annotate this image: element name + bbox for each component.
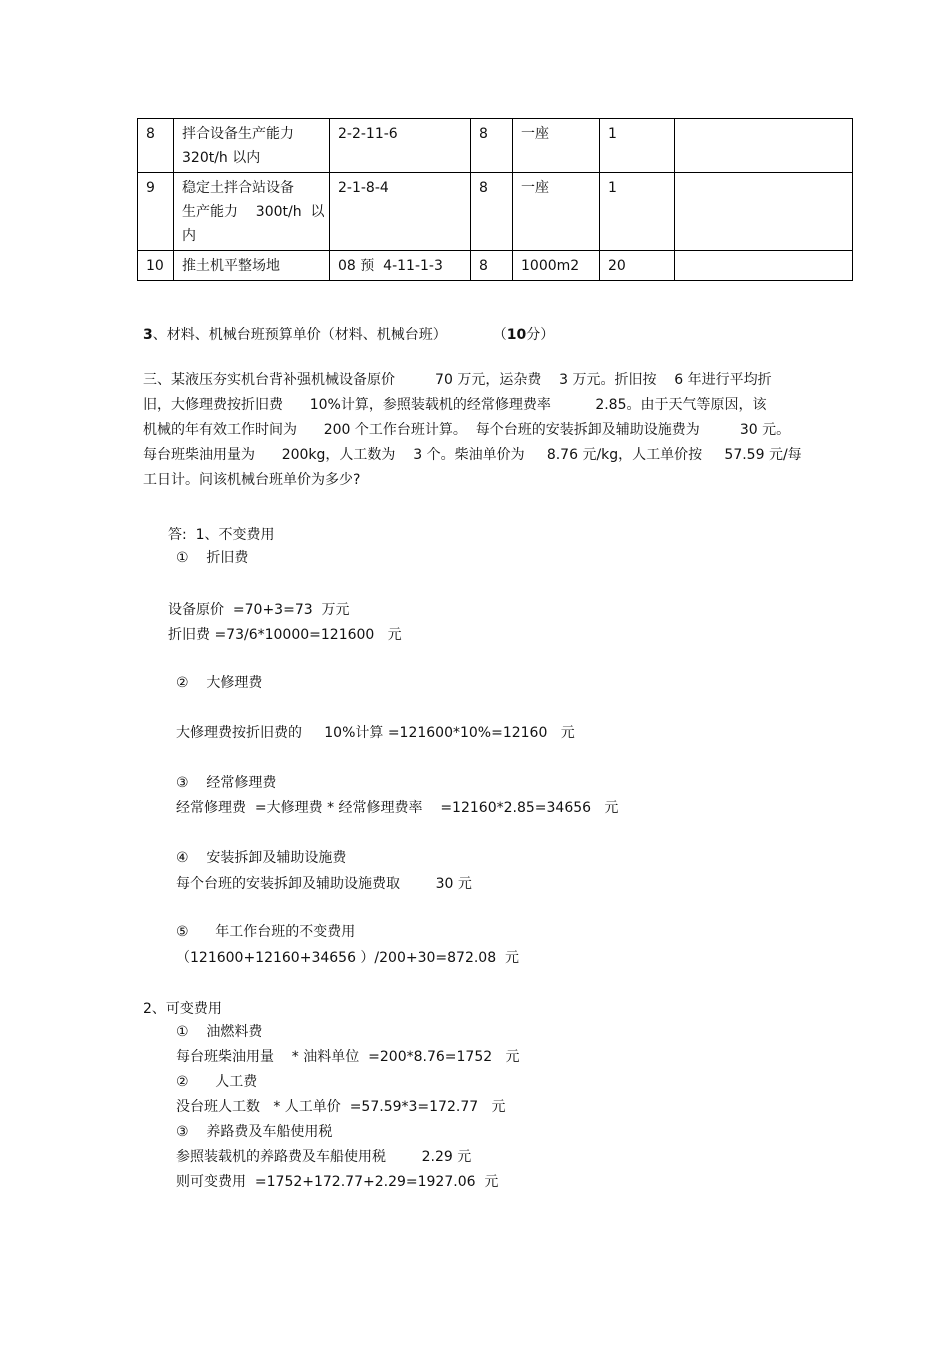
section-heading <box>143 324 554 344</box>
question-line: 机械的年有效工作时间为 200 个工作台班计算。 每个台班的安装拆卸及辅助设施费为 30 元。 <box>143 422 791 438</box>
fuel-heading: ① 油燃料费 <box>176 1024 263 1040</box>
quantity: 8 <box>471 251 513 281</box>
unit: 一座 <box>513 173 600 251</box>
item-name-line: 生产能力 300t/h 以 <box>182 204 325 220</box>
item-name-line: 拌合设备生产能力 <box>182 126 294 142</box>
amount: 20 <box>600 251 675 281</box>
item-name <box>174 251 330 281</box>
install-heading: ④ 安装拆卸及辅助设施费 <box>176 850 347 866</box>
road-tax-line: 参照装载机的养路费及车船使用税 2.29 元 <box>176 1149 472 1165</box>
score-value: 10 <box>506 327 527 343</box>
question-line: 三、某液压夯实机台背补强机械设备原价 70 万元，运杂费 3 万元。折旧按 6 年进行平均折 <box>143 372 772 388</box>
note <box>675 119 853 173</box>
amount: 1 <box>600 173 675 251</box>
road-tax-heading: ③ 养路费及车船使用税 <box>176 1124 333 1140</box>
quantity: 8 <box>471 119 513 173</box>
section-title: 、材料、机械台班预算单价（材料、机械台班） <box>152 327 447 343</box>
row-number: 8 <box>138 119 174 173</box>
equipment-price-line: 设备原价 =70+3=73 万元 <box>168 602 350 618</box>
overhaul-line: 大修理费按折旧费的 10%计算 =121600*10%=12160 元 <box>176 725 575 741</box>
question-line: 工日计。问该机械台班单价为多少? <box>143 472 361 488</box>
item-name <box>174 119 330 173</box>
amount: 1 <box>600 119 675 173</box>
quota-code: 08 预 4-11-1-3 <box>330 251 471 281</box>
score-open: （ <box>492 327 507 343</box>
depreciation-line: 折旧费 =73/6*10000=121600 元 <box>168 627 402 643</box>
depreciation-heading: ① 折旧费 <box>176 550 249 566</box>
question-line: 旧，大修理费按折旧费 10%计算，参照装载机的经常修理费率 2.85。由于天气等原因，该 <box>143 397 767 413</box>
labor-heading: ② 人工费 <box>176 1074 258 1090</box>
quota-code: 2-1-8-4 <box>330 173 471 251</box>
item-name-line: 内 <box>182 228 196 244</box>
note <box>675 251 853 281</box>
item-name-line: 推土机平整场地 <box>182 258 280 274</box>
unit: 一座 <box>513 119 600 173</box>
section-number: 3 <box>143 327 153 343</box>
quota-code: 2-2-11-6 <box>330 119 471 173</box>
fuel-line: 每台班柴油用量 * 油料单位 =200*8.76=1752 元 <box>176 1049 520 1065</box>
score-close: 分） <box>526 327 555 343</box>
row-number: 9 <box>138 173 174 251</box>
table-row <box>138 173 853 251</box>
table-row <box>138 119 853 173</box>
annual-line: （121600+12160+34656 ）/200+30=872.08 元 <box>176 950 520 966</box>
item-name <box>174 173 330 251</box>
cost-table <box>137 118 853 281</box>
question-line: 每台班柴油用量为 200kg，人工数为 3 个。柴油单价为 8.76 元/kg，人工单价按 57.59 元/每 <box>143 447 802 463</box>
table-row <box>138 251 853 281</box>
question-text <box>143 368 813 493</box>
variable-total-line: 则可变费用 =1752+172.77+2.29=1927.06 元 <box>176 1174 499 1190</box>
regular-repair-heading: ③ 经常修理费 <box>176 775 277 791</box>
answer-intro: 答: 1、不变费用 <box>168 527 275 543</box>
labor-line: 没台班人工数 * 人工单价 =57.59*3=172.77 元 <box>176 1099 506 1115</box>
item-name-line: 320t/h 以内 <box>182 150 261 166</box>
item-name-line: 稳定土拌合站设备 <box>182 180 294 196</box>
regular-repair-line: 经常修理费 =大修理费 * 经常修理费率 =12160*2.85=34656 元 <box>176 800 619 816</box>
row-number: 10 <box>138 251 174 281</box>
install-line: 每个台班的安装拆卸及辅助设施费取 30 元 <box>176 876 472 892</box>
quantity: 8 <box>471 173 513 251</box>
annual-heading: ⑤ 年工作台班的不变费用 <box>176 924 356 940</box>
overhaul-heading: ② 大修理费 <box>176 675 263 691</box>
variable-cost-title: 2、可变费用 <box>143 1001 222 1017</box>
unit: 1000m2 <box>513 251 600 281</box>
note <box>675 173 853 251</box>
